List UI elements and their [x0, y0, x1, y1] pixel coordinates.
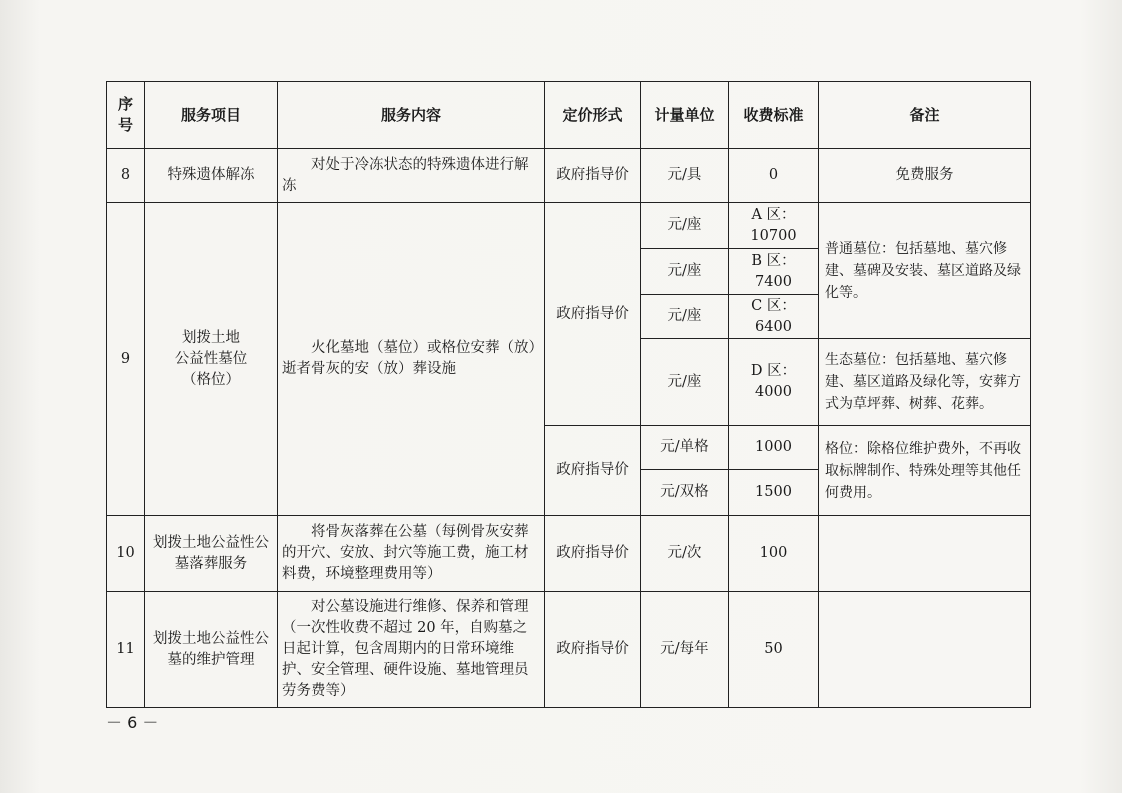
row8-standard: 0: [729, 149, 819, 203]
row10-item: 划拨土地公益性公墓落葬服务: [145, 516, 278, 592]
row9-remark-normal: 普通墓位：包括墓地、墓穴修建、墓碑及安装、墓区道路及绿化等。: [819, 203, 1031, 339]
row8-item: 特殊遗体解冻: [145, 149, 278, 203]
row9-unit-a: 元/座: [641, 203, 729, 249]
row9-index: 9: [107, 203, 145, 516]
row10-standard: 100: [729, 516, 819, 592]
row9-remark-niche: 格位：除格位维护费外，不再收取标牌制作、特殊处理等其他任何费用。: [819, 426, 1031, 516]
row9-item-line2: 公益性墓位: [174, 350, 248, 367]
table-row-11: [107, 592, 1031, 708]
row9-standard-b: B 区：7400: [729, 249, 819, 295]
row9-standard-d: D 区：4000: [729, 339, 819, 426]
row11-unit: 元/每年: [641, 592, 729, 708]
row9-remark-eco: 生态墓位：包括墓地、墓穴修建、墓区道路及绿化等，安葬方式为草坪葬、树葬、花葬。: [819, 339, 1031, 426]
table-row-10: [107, 516, 1031, 592]
row9-unit-f: 元/双格: [641, 470, 729, 516]
row9-item: [145, 203, 278, 516]
row8-remarks: 免费服务: [819, 149, 1031, 203]
row9-standard-e: 1000: [729, 426, 819, 470]
row11-remarks: [819, 592, 1031, 708]
row10-unit: 元/次: [641, 516, 729, 592]
row8-index: 8: [107, 149, 145, 203]
page-number: － 6 －: [106, 713, 159, 732]
header-row: [107, 82, 1031, 149]
header-pricing: 定价形式: [545, 82, 641, 149]
row9-pricing-tombs: 政府指导价: [545, 203, 641, 426]
header-content: 服务内容: [278, 82, 545, 149]
fee-table: [106, 81, 1031, 708]
row9-content: 火化墓地（墓位）或格位安葬（放）逝者骨灰的安（放）葬设施: [278, 203, 545, 516]
header-standard: 收费标准: [729, 82, 819, 149]
row10-remarks: [819, 516, 1031, 592]
row9-unit-d: 元/座: [641, 339, 729, 426]
row10-index: 10: [107, 516, 145, 592]
header-unit: 计量单位: [641, 82, 729, 149]
header-item: 服务项目: [145, 82, 278, 149]
row11-content: 对公墓设施进行维修、保养和管理（一次性收费不超过 20 年，自购墓之日起计算，包含周期内的日常环境维护、安全管理、硬件设施、墓地管理员劳务费等）: [278, 592, 545, 708]
row9-pricing-niche: 政府指导价: [545, 426, 641, 516]
row9-item-line3: （格位）: [182, 371, 240, 388]
row11-item: 划拨土地公益性公墓的维护管理: [145, 592, 278, 708]
row10-content: 将骨灰落葬在公墓（每例骨灰安葬的开穴、安放、封穴等施工费，施工材料费，环境整理费用等）: [278, 516, 545, 592]
row9-unit-c: 元/座: [641, 295, 729, 339]
row9-unit-b: 元/座: [641, 249, 729, 295]
row11-pricing: 政府指导价: [545, 592, 641, 708]
row10-pricing: 政府指导价: [545, 516, 641, 592]
row9-standard-a: A 区：10700: [729, 203, 819, 249]
row9-item-line1: 划拨土地: [182, 329, 240, 346]
row8-unit: 元/具: [641, 149, 729, 203]
row9-unit-e: 元/单格: [641, 426, 729, 470]
table-row-8: [107, 149, 1031, 203]
row8-content: 对处于冷冻状态的特殊遗体进行解冻: [278, 149, 545, 203]
header-index: 序号: [107, 82, 145, 149]
header-remarks: 备注: [819, 82, 1031, 149]
row9-standard-f: 1500: [729, 470, 819, 516]
table-row-9: [107, 203, 1031, 249]
row11-standard: 50: [729, 592, 819, 708]
row9-standard-c: C 区：6400: [729, 295, 819, 339]
row11-index: 11: [107, 592, 145, 708]
row8-pricing: 政府指导价: [545, 149, 641, 203]
